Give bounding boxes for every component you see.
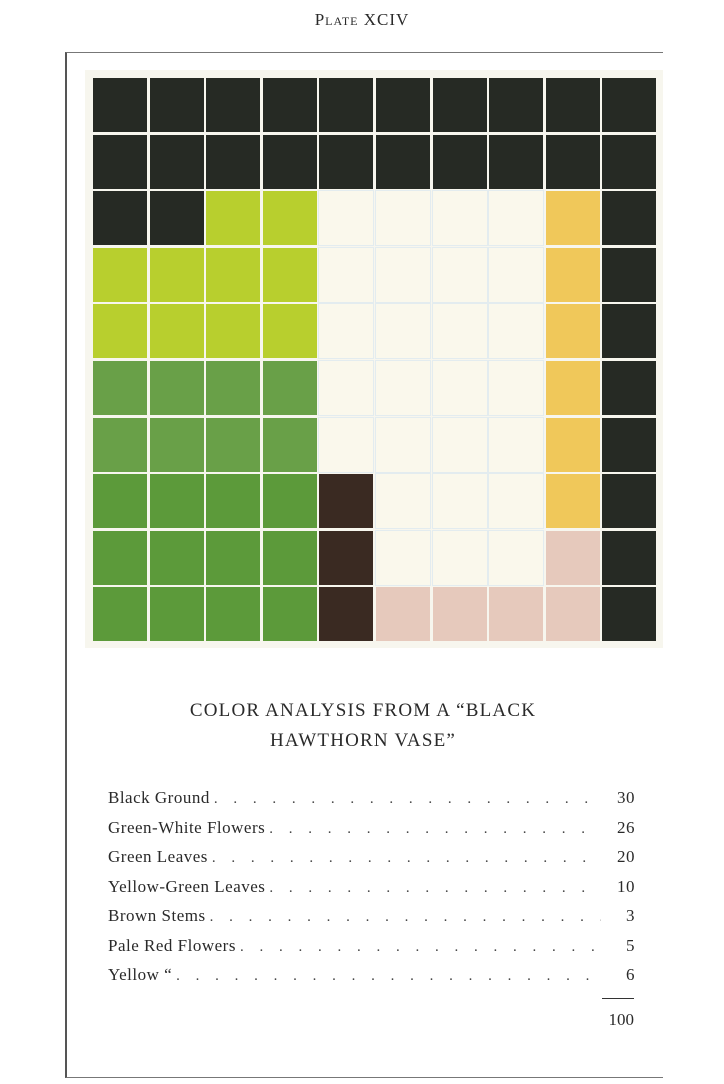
legend-label: Black Ground [108,788,210,807]
leader-dots [210,909,601,926]
yellow-green-leaf-cell [93,248,147,302]
green-white-flower-cell [433,531,487,585]
black-ground-cell [489,135,543,189]
green-white-flower-cell [319,248,373,302]
black-ground-cell [546,135,600,189]
green-white-flower-cell [433,191,487,245]
black-ground-cell [93,191,147,245]
green-leaf-cell [150,474,204,528]
black-ground-cell [150,191,204,245]
legend-row [108,906,635,936]
green-white-flower-cell [433,304,487,358]
yellow-green-leaf-cell [150,248,204,302]
green-leaf-cell [150,531,204,585]
green-leaf-cell [263,418,317,472]
green-white-flower-cell [376,474,430,528]
green-white-flower-cell [489,418,543,472]
black-ground-cell [602,248,656,302]
total-rule [602,998,634,999]
green-white-flower-cell [319,361,373,415]
black-ground-cell [93,78,147,132]
black-ground-cell [206,78,260,132]
black-ground-cell [376,78,430,132]
green-white-flower-cell [433,361,487,415]
caption [65,696,661,756]
pale-red-flower-cell [433,587,487,641]
black-ground-cell [263,78,317,132]
green-white-flower-cell [376,248,430,302]
legend-row [108,788,635,818]
green-white-flower-cell [433,474,487,528]
black-ground-cell [602,474,656,528]
legend-row [108,965,635,995]
legend-label: Yellow-Green Leaves [108,876,266,896]
leader-dots [214,791,601,808]
black-ground-cell [433,135,487,189]
green-leaf-cell [150,587,204,641]
black-ground-cell [319,135,373,189]
brown-stem-cell [319,474,373,528]
total-value: 100 [608,1010,634,1029]
brown-stem-cell [319,587,373,641]
leader-dots [240,939,601,956]
yellow-cell [546,361,600,415]
green-leaf-cell [206,418,260,472]
green-leaf-cell [206,361,260,415]
yellow-cell [546,248,600,302]
black-ground-cell [93,135,147,189]
green-leaf-cell [93,361,147,415]
yellow-green-leaf-cell [150,304,204,358]
green-leaf-cell [93,418,147,472]
pale-red-flower-cell [376,587,430,641]
black-ground-cell [546,78,600,132]
legend-row [108,818,635,848]
green-leaf-cell [206,587,260,641]
green-white-flower-cell [489,191,543,245]
green-white-flower-cell [489,248,543,302]
yellow-green-leaf-cell [263,191,317,245]
legend-label: Brown Stems [108,906,206,925]
legend-value: 26 [617,817,635,837]
yellow-cell [546,474,600,528]
black-ground-cell [319,78,373,132]
green-white-flower-cell [376,361,430,415]
black-ground-cell [489,78,543,132]
green-leaf-cell [93,531,147,585]
pale-red-flower-cell [489,587,543,641]
legend-value: 30 [617,788,635,807]
legend-label: Yellow “ [108,965,173,984]
green-leaf-cell [263,587,317,641]
green-white-flower-cell [433,418,487,472]
legend-value: 20 [617,847,635,866]
black-ground-cell [602,587,656,641]
green-leaf-cell [93,474,147,528]
black-ground-cell [602,361,656,415]
green-white-flower-cell [376,418,430,472]
legend-value: 5 [626,935,635,955]
leader-dots [269,880,601,897]
green-white-flower-cell [489,304,543,358]
brown-stem-cell [319,531,373,585]
legend-label: Green Leaves [108,847,208,866]
yellow-cell [546,191,600,245]
leader-dots [176,968,601,985]
green-white-flower-cell [489,474,543,528]
yellow-green-leaf-cell [93,304,147,358]
leader-dots [269,821,601,838]
black-ground-cell [602,78,656,132]
yellow-green-leaf-cell [206,248,260,302]
green-white-flower-cell [376,191,430,245]
green-leaf-cell [263,474,317,528]
black-ground-cell [263,135,317,189]
black-ground-cell [602,135,656,189]
legend-row [108,847,635,877]
black-ground-cell [206,135,260,189]
green-leaf-cell [263,531,317,585]
caption-line-1: COLOR ANALYSIS FROM A “BLACK [189,700,537,721]
legend-value: 3 [626,906,635,925]
yellow-cell [546,304,600,358]
legend-label: Pale Red Flowers [108,935,236,955]
yellow-cell [546,418,600,472]
black-ground-cell [602,418,656,472]
black-ground-cell [150,135,204,189]
green-white-flower-cell [319,191,373,245]
green-white-flower-cell [319,418,373,472]
green-white-flower-cell [376,531,430,585]
green-leaf-cell [263,361,317,415]
green-leaf-cell [93,587,147,641]
yellow-green-leaf-cell [206,304,260,358]
legend-value: 10 [617,876,635,896]
green-white-flower-cell [489,361,543,415]
green-white-flower-cell [376,304,430,358]
green-white-flower-cell [433,248,487,302]
green-leaf-cell [206,531,260,585]
color-legend [108,788,635,995]
green-leaf-cell [206,474,260,528]
green-leaf-cell [150,418,204,472]
plate-title: Plate XCIV [314,10,410,29]
leader-dots [212,850,601,867]
legend-row [108,936,635,966]
legend-label: Green-White Flowers [108,817,266,837]
legend-value: 6 [626,965,635,984]
color-grid [85,70,663,648]
black-ground-cell [150,78,204,132]
black-ground-cell [376,135,430,189]
green-white-flower-cell [489,531,543,585]
yellow-green-leaf-cell [263,248,317,302]
yellow-green-leaf-cell [263,304,317,358]
green-leaf-cell [150,361,204,415]
caption-line-2: HAWTHORN VASE” [269,730,457,751]
black-ground-cell [602,191,656,245]
black-ground-cell [602,304,656,358]
green-white-flower-cell [319,304,373,358]
yellow-green-leaf-cell [206,191,260,245]
black-ground-cell [433,78,487,132]
legend-row [108,877,635,907]
pale-red-flower-cell [546,587,600,641]
pale-red-flower-cell [546,531,600,585]
black-ground-cell [602,531,656,585]
